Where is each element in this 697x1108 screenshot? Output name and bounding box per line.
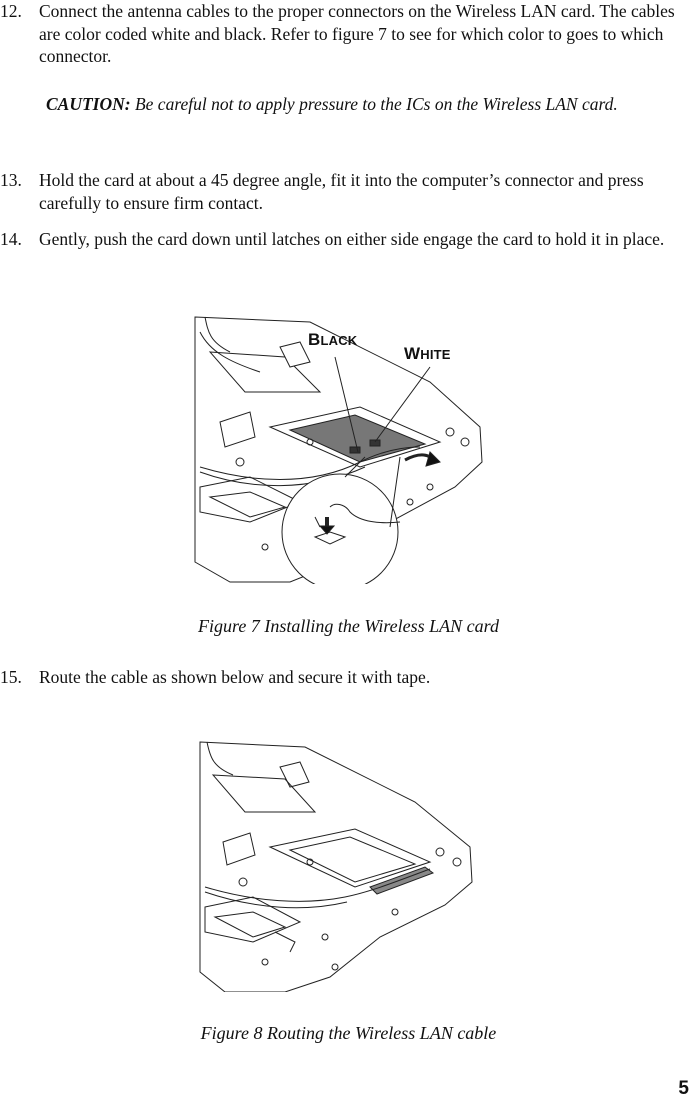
figure-7-illustration <box>190 312 500 584</box>
step-number: 14. <box>0 229 22 249</box>
step-text: Route the cable as shown below and secure it with tape. <box>39 667 431 687</box>
caution-note <box>46 93 666 116</box>
caution-label: CAUTION: <box>46 94 131 114</box>
laptop-underside-drawing <box>190 312 500 584</box>
caution-text: Be careful not to apply pressure to the ICs on the Wireless LAN card. <box>134 94 618 114</box>
step-number: 12. <box>0 1 22 21</box>
step-number: 15. <box>0 667 22 687</box>
figure-8-caption: Figure 8 Routing the Wireless LAN cable <box>200 1023 497 1043</box>
figure-8-illustration <box>195 737 480 992</box>
step-text: Connect the antenna cables to the proper connectors on the Wireless LAN card. The cables are color coded white and black. Refer to figure 7 to see for which color to goes to which connector. <box>39 1 675 66</box>
step-text: Gently, push the card down until latches on either side engage the card to hold it in place. <box>39 229 665 249</box>
figure-7-caption: Figure 7 Installing the Wireless LAN card <box>198 616 499 636</box>
laptop-cable-routing-drawing <box>195 737 480 992</box>
step-text: Hold the card at about a 45 degree angle, fit it into the computer’s connector and press carefully to ensure firm contact. <box>39 170 644 213</box>
label-white: WHITE <box>404 344 451 363</box>
step-number: 13. <box>0 170 22 190</box>
label-black: BLACK <box>308 330 358 349</box>
page-number: 5 <box>678 1078 689 1099</box>
